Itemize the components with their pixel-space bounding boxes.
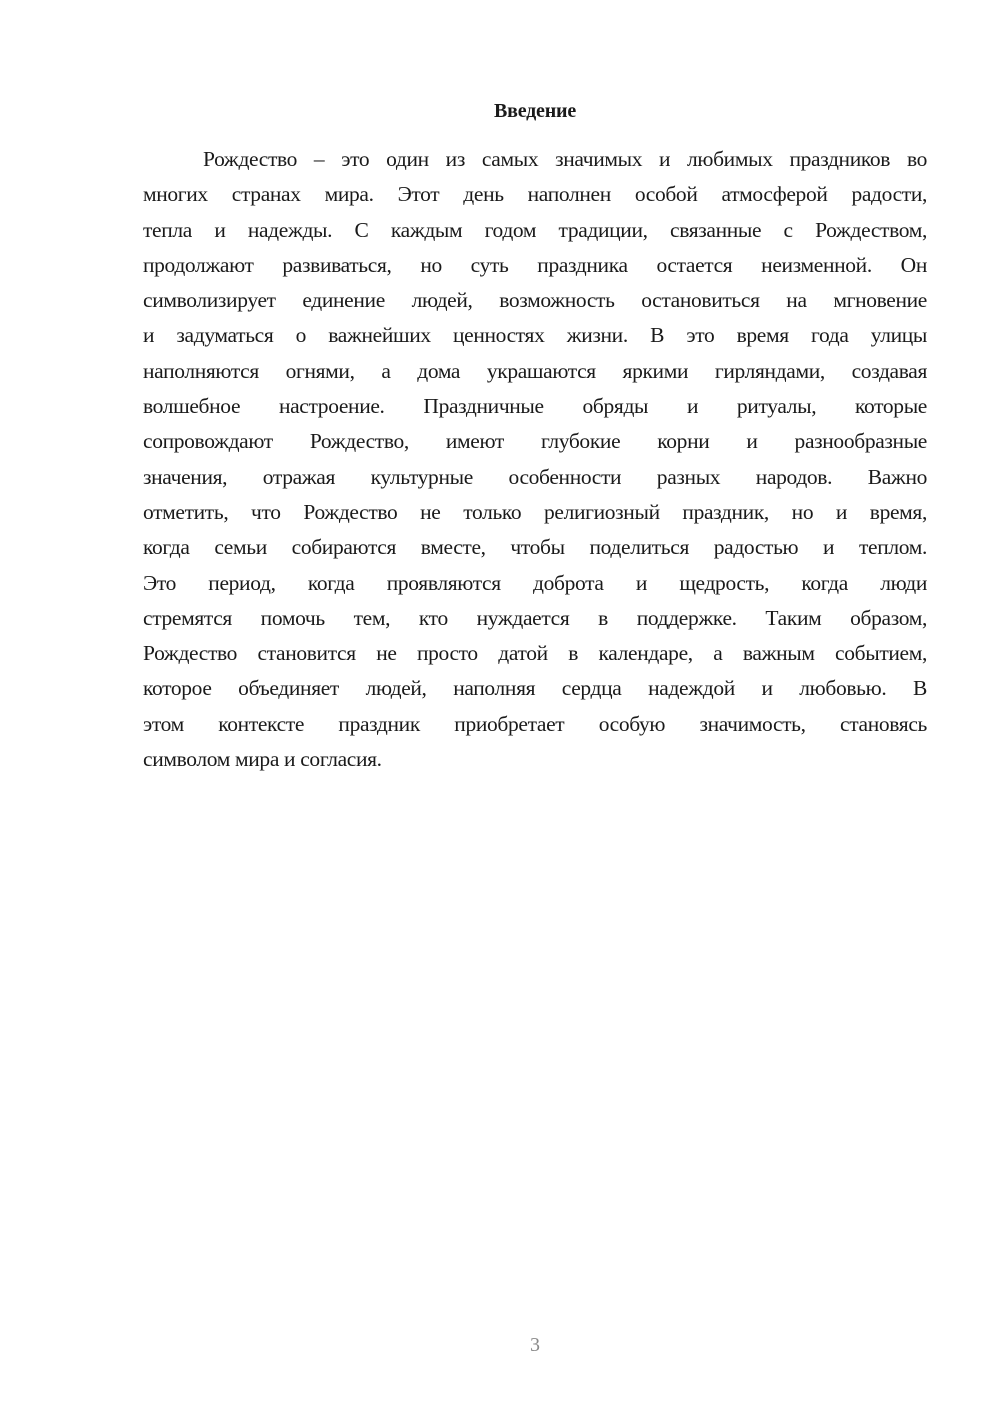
paragraph-line: продолжают развиваться, но суть праздника остается неизменной. Он [143,252,927,277]
paragraph-line: волшебное настроение. Праздничные обряды и ритуалы, которые [143,394,927,419]
paragraph-line: многих странах мира. Этот день наполнен особой атмосферой радости, [143,182,927,207]
paragraph-line: символом мира и согласия. [143,747,382,772]
body-paragraph [143,142,927,777]
paragraph-line: наполняются огнями, а дома украшаются яркими гирляндами, создавая [143,358,927,383]
paragraph-line: этом контексте праздник приобретает особую значимость, становясь [143,711,927,736]
paragraph-line: тепла и надежды. С каждым годом традиции, связанные с Рождеством, [143,217,927,242]
paragraph-line: значения, отражая культурные особенности разных народов. Важно [143,464,927,489]
section-heading: Введение [493,100,577,122]
paragraph-line: сопровождают Рождество, имеют глубокие корни и разнообразные [143,429,927,454]
paragraph-line: Рождество – это один из самых значимых и любимых праздников во [203,147,927,171]
page-number: 3 [530,1334,540,1356]
paragraph-line: символизирует единение людей, возможность остановиться на мгновение [143,288,927,313]
paragraph-line: когда семьи собираются вместе, чтобы поделиться радостью и теплом. [143,535,927,560]
paragraph-line: отметить, что Рождество не только религиозный праздник, но и время, [143,499,927,524]
paragraph-line: стремятся помочь тем, кто нуждается в поддержке. Таким образом, [143,605,927,630]
paragraph-line: Рождество становится не просто датой в календаре, а важным событием, [143,641,927,666]
paragraph-line: которое объединяет людей, наполняя сердца надеждой и любовью. В [143,676,927,701]
paragraph-line: Это период, когда проявляются доброта и щедрость, когда люди [143,570,927,595]
paragraph-line: и задуматься о важнейших ценностях жизни. В это время года улицы [143,323,927,348]
